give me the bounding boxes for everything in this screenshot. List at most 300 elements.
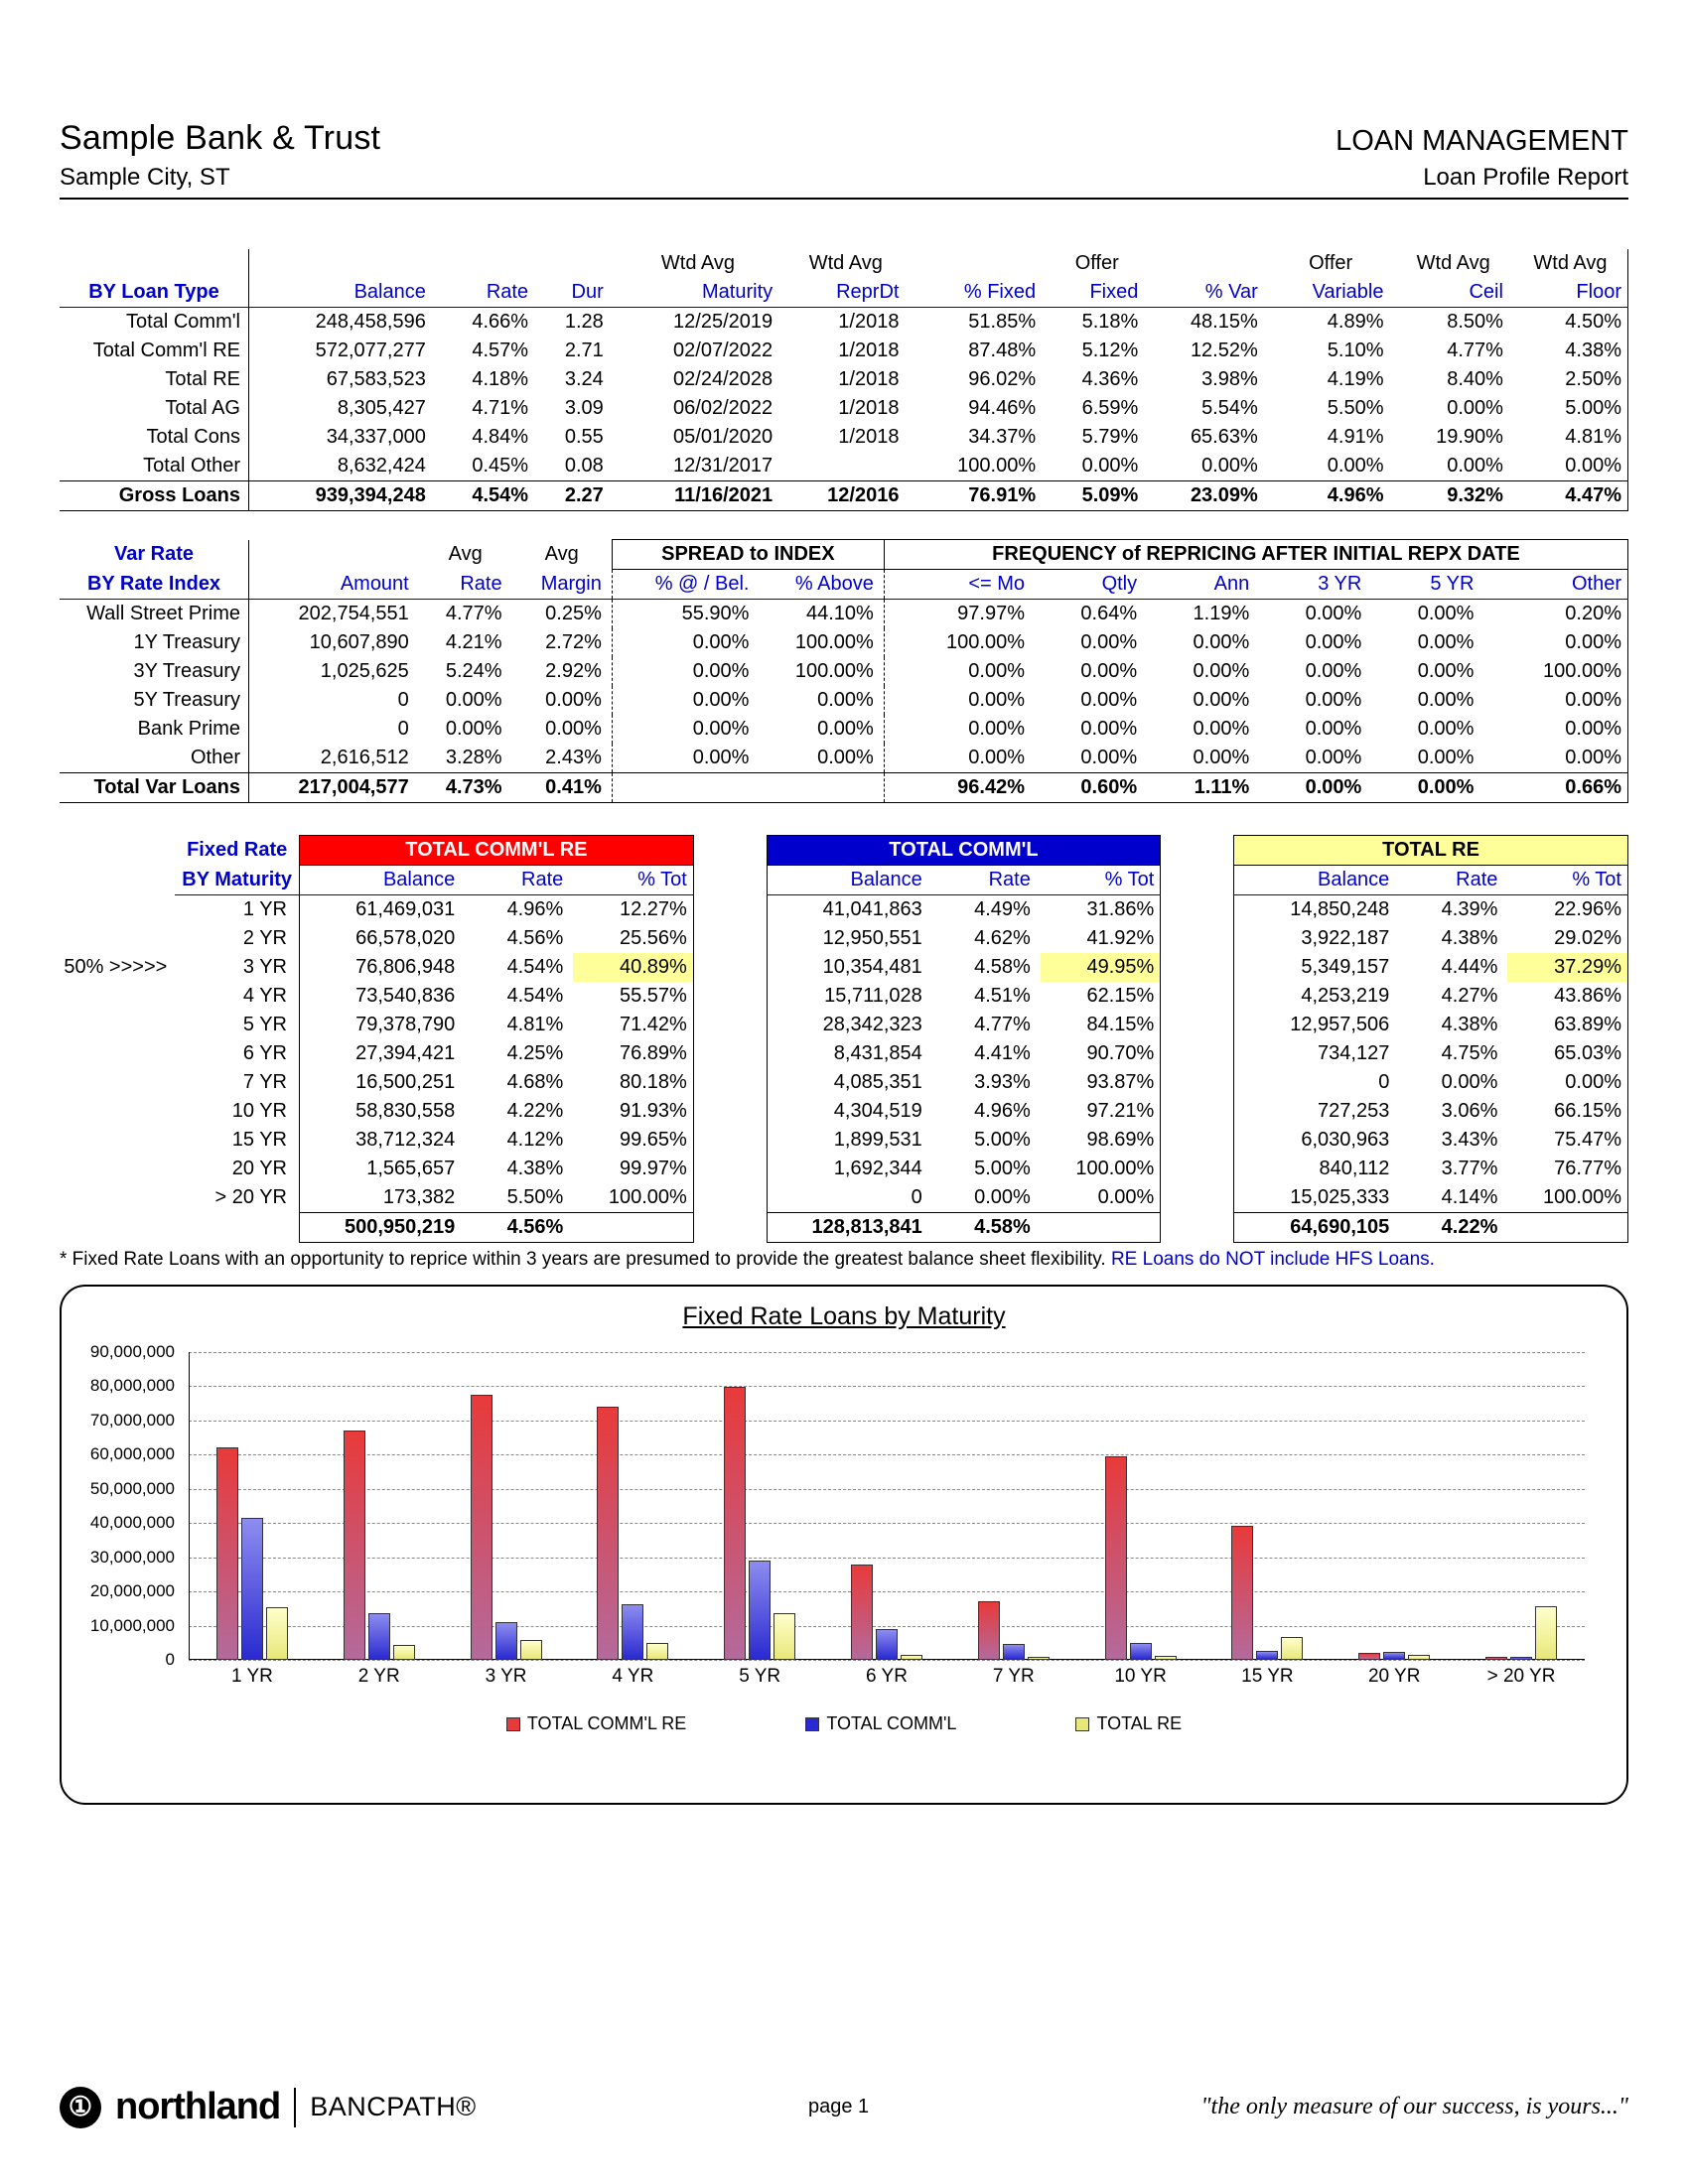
chart-bar — [1003, 1644, 1025, 1660]
maturity-cell: 4.75% — [1441, 1042, 1498, 1064]
maturity-cell: 40.89% — [573, 953, 693, 982]
bancpath-wordmark: BANCPATH® — [310, 2092, 477, 2121]
chart-bar-group — [696, 1352, 823, 1660]
chart-bar — [851, 1565, 873, 1660]
fixed-rate-title: Fixed Rate — [187, 839, 288, 861]
maturity-cell: 4.27% — [1441, 985, 1498, 1007]
maturity-cell: 4,085,351 — [767, 1068, 932, 1097]
spacer — [1161, 1068, 1234, 1097]
maturity-label: 4 YR — [242, 985, 287, 1007]
chart-bar-group — [443, 1352, 570, 1660]
maturity-marker — [60, 1097, 175, 1126]
chart-bar — [344, 1431, 365, 1660]
maturity-cell: 58,830,558 — [300, 1097, 466, 1126]
maturity-cell: 100.00% — [1041, 1155, 1161, 1183]
chart-bar — [1535, 1606, 1557, 1660]
maturity-cell: 90.70% — [1041, 1039, 1161, 1068]
col-reprdt: ReprDt — [782, 278, 909, 308]
maturity-cell: 66,578,020 — [300, 924, 466, 953]
table-row: Total Cons 34,337,000 4.84% 0.55 05/01/2020 1/2018 34.37% 5.79% 65.63% 4.91% 19.90% 4.81% — [60, 423, 1628, 452]
col-pct-fixed: % Fixed — [909, 278, 1046, 308]
chart-container — [60, 1285, 1628, 1805]
chart-y-tick: 80,000,000 — [89, 1376, 175, 1396]
maturity-cell: 80.18% — [573, 1068, 693, 1097]
chart-bar — [1256, 1651, 1278, 1660]
col-5yr: 5 YR — [1371, 570, 1483, 600]
chart-bar — [1028, 1657, 1050, 1660]
chart-bar-group — [1077, 1352, 1204, 1660]
col-rate: Rate — [436, 278, 538, 308]
chart-bar — [393, 1645, 415, 1661]
maturity-total-cell — [573, 1213, 693, 1243]
chart-x-tick: 10 YR — [1114, 1666, 1167, 1687]
col-ri-margin: Margin — [512, 570, 613, 600]
spacer — [1161, 1097, 1234, 1126]
spacer — [1161, 953, 1234, 982]
col-pct-var: % Var — [1148, 278, 1267, 308]
frequency-group: FREQUENCY of REPRICING AFTER INITIAL REPX DATE — [884, 540, 1627, 570]
col-pct-above: % Above — [759, 570, 884, 600]
spacer — [1161, 1011, 1234, 1039]
col-ann: Ann — [1147, 570, 1259, 600]
spacer — [693, 1039, 767, 1068]
chart-legend-item — [805, 1713, 956, 1734]
chart-bar — [774, 1613, 795, 1660]
chart-y-tick: 90,000,000 — [89, 1342, 175, 1361]
maturity-cell: 27,394,421 — [300, 1039, 466, 1068]
maturity-cell: 55.57% — [573, 982, 693, 1011]
chart-bar — [368, 1613, 390, 1660]
maturity-cell: 4,253,219 — [1234, 982, 1400, 1011]
spacer — [1161, 1183, 1234, 1213]
var-rate-title: Var Rate — [113, 543, 195, 565]
col-ceil: Ceil — [1394, 278, 1513, 308]
chart-bar-group — [1204, 1352, 1332, 1660]
chart-bar — [1231, 1526, 1253, 1660]
maturity-cell: 4.96% — [506, 898, 564, 920]
chart-bar — [622, 1604, 643, 1660]
maturity-cell: 3.77% — [1441, 1158, 1498, 1179]
table-total-row: Total Var Loans 217,004,577 4.73% 0.41% 96.42% 0.60% 1.11% 0.00% 0.00% 0.66% — [60, 773, 1628, 803]
maturity-cell: 91.93% — [573, 1097, 693, 1126]
col-dur: Dur — [538, 278, 614, 308]
maturity-cell: 173,382 — [300, 1183, 466, 1213]
chart-bar — [1281, 1637, 1303, 1660]
chart-bar — [266, 1607, 288, 1660]
maturity-cell: 73,540,836 — [300, 982, 466, 1011]
spread-to-index-group: SPREAD to INDEX — [612, 540, 884, 570]
col-offer-fixed-top: Offer — [1074, 252, 1119, 274]
maturity-cell: 65.03% — [1507, 1039, 1627, 1068]
chart-x-axis-labels — [189, 1666, 1585, 1688]
table-row — [60, 1039, 1628, 1068]
maturity-cell: 6,030,963 — [1234, 1126, 1400, 1155]
maturity-cell: 49.95% — [1041, 953, 1161, 982]
table-header-row-top — [60, 249, 1628, 278]
col-other: Other — [1483, 570, 1627, 600]
table-row: Total Comm'l 248,458,596 4.66% 1.28 12/25/2019 1/2018 51.85% 5.18% 48.15% 4.89% 8.50% 4.50% — [60, 308, 1628, 338]
chart-y-axis-labels — [62, 1342, 181, 1669]
maturity-cell: 38,712,324 — [300, 1126, 466, 1155]
col-cl-balance: Balance — [767, 866, 932, 895]
table-row — [60, 982, 1628, 1011]
chart-legend — [62, 1713, 1626, 1734]
chart-bar — [876, 1629, 898, 1660]
maturity-cell: 0 — [1234, 1068, 1400, 1097]
spacer — [1161, 1213, 1234, 1243]
table-row: Other 2,616,512 3.28% 2.43% 0.00% 0.00% 0.00% 0.00% 0.00% 0.00% 0.00% 0.00% — [60, 744, 1628, 773]
maturity-cell: 100.00% — [1507, 1183, 1627, 1213]
chart-x-tick: 2 YR — [357, 1666, 400, 1687]
loan-type-table — [60, 249, 1628, 511]
spacer — [693, 1155, 767, 1183]
maturity-total-cell: 128,813,841 — [767, 1213, 932, 1243]
chart-y-tick: 40,000,000 — [89, 1513, 175, 1533]
maturity-cell: 4.12% — [506, 1129, 564, 1151]
maturity-cell: 0.00% — [1041, 1183, 1161, 1213]
table-row: Wall Street Prime 202,754,551 4.77% 0.25% 55.90% 44.10% 97.97% 0.64% 1.19% 0.00% 0.00% 0.20% — [60, 600, 1628, 629]
maturity-total-cell: 4.58% — [932, 1213, 1041, 1243]
header-divider — [60, 198, 1628, 200]
maturity-cell: 4.38% — [1441, 1014, 1498, 1035]
table-row: Total Comm'l RE 572,077,277 4.57% 2.71 02/07/2022 1/2018 87.48% 5.12% 12.52% 5.10% 4.77% 4.38% — [60, 337, 1628, 365]
maturity-cell: 4.38% — [1441, 927, 1498, 949]
maturity-footnote — [60, 1249, 1628, 1271]
chart-x-tick: 20 YR — [1367, 1666, 1421, 1687]
table-row — [60, 1155, 1628, 1183]
maturity-marker — [60, 1068, 175, 1097]
chart-bar — [1358, 1653, 1380, 1660]
table-row: Total Other 8,632,424 0.45% 0.08 12/31/2017 100.00% 0.00% 0.00% 0.00% 0.00% 0.00% — [60, 452, 1628, 481]
chart-bar-group — [569, 1352, 696, 1660]
spacer — [693, 924, 767, 953]
maturity-cell: 3,922,187 — [1234, 924, 1400, 953]
chart-legend-item — [1075, 1713, 1182, 1734]
logo-divider — [294, 2088, 296, 2127]
table-row: Bank Prime 0 0.00% 0.00% 0.00% 0.00% 0.00% 0.00% 0.00% 0.00% 0.00% 0.00% — [60, 715, 1628, 744]
maturity-marker — [60, 1126, 175, 1155]
chart-bar — [597, 1407, 619, 1660]
spacer — [1161, 1039, 1234, 1068]
rate-index-group-row — [60, 540, 1628, 570]
col-offer-variable-top: Offer — [1309, 252, 1353, 274]
maturity-cell: 4.39% — [1441, 898, 1498, 920]
chart-x-tick: 5 YR — [739, 1666, 781, 1687]
col-3yr: 3 YR — [1259, 570, 1371, 600]
maturity-total-cell: 4.22% — [1399, 1213, 1507, 1243]
maturity-label: 3 YR — [242, 956, 287, 978]
maturity-cell: 1,899,531 — [767, 1126, 932, 1155]
maturity-cell: 31.86% — [1041, 895, 1161, 925]
col-fixed: Fixed — [1046, 278, 1148, 308]
chart-legend-swatch — [805, 1717, 819, 1731]
bank-name: Sample Bank & Trust — [60, 119, 381, 157]
col-tre-rate: Rate — [1399, 866, 1507, 895]
chart-legend-label: TOTAL RE — [1096, 1713, 1183, 1733]
table-row — [60, 1097, 1628, 1126]
maturity-cell: 4.68% — [506, 1071, 564, 1093]
maturity-marker — [60, 924, 175, 953]
maturity-cell: 76.77% — [1507, 1155, 1627, 1183]
maturity-cell: 15,711,028 — [767, 982, 932, 1011]
chart-title: Fixed Rate Loans by Maturity — [682, 1302, 1006, 1330]
chart-bar — [495, 1622, 517, 1660]
maturity-caption-row — [60, 836, 1628, 866]
col-amount: Amount — [249, 570, 419, 600]
table-row — [60, 1126, 1628, 1155]
maturity-cell: 5.50% — [506, 1186, 564, 1208]
maturity-marker — [60, 1039, 175, 1068]
maturity-cell: 76.89% — [573, 1039, 693, 1068]
chart-y-tick: 10,000,000 — [89, 1615, 175, 1635]
maturity-cell: 0.00% — [1441, 1071, 1498, 1093]
maturity-cell: 61,469,031 — [300, 895, 466, 925]
chart-y-tick: 70,000,000 — [89, 1410, 175, 1430]
maturity-cell: 76,806,948 — [300, 953, 466, 982]
chart-bar — [978, 1601, 1000, 1660]
maturity-label: 10 YR — [231, 1100, 287, 1122]
chart-y-tick: 0 — [165, 1650, 175, 1669]
col-wtdavg-reprdt-top: Wtd Avg — [808, 252, 883, 274]
northland-mark-icon: ① — [60, 2087, 101, 2128]
maturity-cell: 0 — [767, 1183, 932, 1213]
maturity-label: 5 YR — [242, 1014, 287, 1035]
maturity-cell: 1,692,344 — [767, 1155, 932, 1183]
maturity-cell: 4.22% — [506, 1100, 564, 1122]
table-row — [60, 1183, 1628, 1213]
report-subtitle: Loan Profile Report — [1423, 164, 1628, 191]
chart-bar-groups — [189, 1352, 1585, 1660]
maturity-cell: 12.27% — [573, 895, 693, 925]
chart-bar — [1155, 1656, 1177, 1661]
maturity-marker — [60, 1155, 175, 1183]
maturity-cell: 727,253 — [1234, 1097, 1400, 1126]
col-balance: Balance — [249, 278, 436, 308]
table-row: Total AG 8,305,427 4.71% 3.09 06/02/2022 1/2018 94.46% 6.59% 5.54% 5.50% 0.00% 5.00% — [60, 394, 1628, 423]
col-by-rate-index: BY Rate Index — [60, 570, 249, 600]
chart-bar — [1383, 1652, 1405, 1660]
chart-y-tick: 60,000,000 — [89, 1444, 175, 1464]
by-maturity-title: BY Maturity — [175, 866, 299, 895]
spacer — [693, 1011, 767, 1039]
chart-legend-item — [506, 1713, 686, 1734]
spacer — [693, 1213, 767, 1243]
chart-bar — [1408, 1655, 1430, 1660]
maturity-marker — [60, 1011, 175, 1039]
page-footer — [60, 2086, 1628, 2128]
rate-index-table — [60, 539, 1628, 803]
maturity-cell: 22.96% — [1507, 895, 1627, 925]
chart-bar-group — [1458, 1352, 1585, 1660]
col-avg-rate-top: Avg — [448, 543, 483, 565]
maturity-cell: 5.00% — [974, 1158, 1031, 1179]
maturity-cell: 5.00% — [974, 1129, 1031, 1151]
maturity-cell: 29.02% — [1507, 924, 1627, 953]
maturity-cell: 4.81% — [506, 1014, 564, 1035]
spacer — [693, 953, 767, 982]
chart-x-tick: > 20 YR — [1486, 1666, 1556, 1687]
chart-bar-group — [189, 1352, 316, 1660]
maturity-cell: 100.00% — [573, 1183, 693, 1213]
chart-legend-swatch — [1075, 1717, 1089, 1731]
spacer — [1161, 895, 1234, 925]
col-maturity: Maturity — [614, 278, 782, 308]
chart-bar — [646, 1643, 668, 1660]
chart-x-tick: 15 YR — [1241, 1666, 1294, 1687]
maturity-cell: 0.00% — [1507, 1068, 1627, 1097]
caption-total-re: TOTAL RE — [1234, 836, 1628, 866]
chart-gridline — [189, 1660, 1585, 1661]
maturity-cell: 98.69% — [1041, 1126, 1161, 1155]
chart-x-tick: 3 YR — [485, 1666, 527, 1687]
chart-bar — [241, 1518, 263, 1660]
chart-plot-area — [189, 1352, 1585, 1660]
table-row: Total RE 67,583,523 4.18% 3.24 02/24/2028 1/2018 96.02% 4.36% 3.98% 4.19% 8.40% 2.50% — [60, 365, 1628, 394]
spacer — [1161, 1155, 1234, 1183]
maturity-cell: 75.47% — [1507, 1126, 1627, 1155]
chart-bar — [471, 1395, 492, 1660]
spacer — [693, 895, 767, 925]
table-row — [60, 953, 1628, 982]
maturity-cell: 840,112 — [1234, 1155, 1400, 1183]
maturity-cell: 4.58% — [974, 956, 1031, 978]
maturity-cell: 4.77% — [974, 1014, 1031, 1035]
chart-legend-label: TOTAL COMM'L — [826, 1713, 957, 1733]
spacer — [1161, 982, 1234, 1011]
col-re-pct-tot: % Tot — [573, 866, 693, 895]
col-cl-pct-tot: % Tot — [1041, 866, 1161, 895]
maturity-cell: 97.21% — [1041, 1097, 1161, 1126]
maturity-cell: 43.86% — [1507, 982, 1627, 1011]
chart-bar — [1130, 1643, 1152, 1660]
maturity-total-cell: 64,690,105 — [1234, 1213, 1400, 1243]
maturity-cell: 41,041,863 — [767, 895, 932, 925]
maturity-cell: 16,500,251 — [300, 1068, 466, 1097]
maturity-cell: 1,565,657 — [300, 1155, 466, 1183]
maturity-cell: 0.00% — [974, 1186, 1031, 1208]
maturity-cell: 4.25% — [506, 1042, 564, 1064]
chart-y-tick: 50,000,000 — [89, 1478, 175, 1498]
col-floor: Floor — [1513, 278, 1628, 308]
spacer — [693, 1126, 767, 1155]
chart-bar — [1485, 1657, 1507, 1660]
col-variable: Variable — [1268, 278, 1394, 308]
maturity-cell: 4.56% — [506, 927, 564, 949]
col-lte-mo: <= Mo — [884, 570, 1035, 600]
table-total-row: Gross Loans 939,394,248 4.54% 2.27 11/16/2021 12/2016 76.91% 5.09% 23.09% 4.96% 9.32% 4.47% — [60, 481, 1628, 511]
maturity-cell: 99.65% — [573, 1126, 693, 1155]
maturity-cell: 99.97% — [573, 1155, 693, 1183]
chart-bar — [749, 1561, 771, 1660]
table-row — [60, 895, 1628, 925]
chart-legend-swatch — [506, 1717, 520, 1731]
maturity-cell: 66.15% — [1507, 1097, 1627, 1126]
maturity-cell: 8,431,854 — [767, 1039, 932, 1068]
chart-x-tick: 7 YR — [992, 1666, 1035, 1687]
maturity-label: 2 YR — [242, 927, 287, 949]
table-row — [60, 924, 1628, 953]
chart-legend-label: TOTAL COMM'L RE — [526, 1713, 687, 1733]
col-pct-at-below: % @ / Bel. — [612, 570, 759, 600]
spacer — [693, 1097, 767, 1126]
spacer — [693, 1068, 767, 1097]
maturity-total-cell: 500,950,219 — [300, 1213, 466, 1243]
maturity-cell: 25.56% — [573, 924, 693, 953]
maturity-cell: 10,354,481 — [767, 953, 932, 982]
maturity-label: 7 YR — [242, 1071, 287, 1093]
table-row: 3Y Treasury 1,025,625 5.24% 2.92% 0.00% 100.00% 0.00% 0.00% 0.00% 0.00% 0.00% 100.00% — [60, 657, 1628, 686]
col-tre-balance: Balance — [1234, 866, 1400, 895]
maturity-cell: 4,304,519 — [767, 1097, 932, 1126]
maturity-label: 1 YR — [242, 898, 287, 920]
table-total-row — [60, 1213, 1628, 1243]
maturity-label: 15 YR — [231, 1129, 287, 1151]
maturity-cell: 28,342,323 — [767, 1011, 932, 1039]
col-cl-rate: Rate — [932, 866, 1041, 895]
caption-total-comml-re: TOTAL COMM'L RE — [300, 836, 694, 866]
maturity-cell: 4.54% — [506, 956, 564, 978]
chart-x-tick: 6 YR — [866, 1666, 908, 1687]
table-header-row — [60, 278, 1628, 308]
maturity-cell: 4.38% — [506, 1158, 564, 1179]
chart-bar — [1105, 1456, 1127, 1660]
maturity-cell: 15,025,333 — [1234, 1183, 1400, 1213]
maturity-marker — [60, 982, 175, 1011]
table-row: 1Y Treasury 10,607,890 4.21% 2.72% 0.00% 100.00% 100.00% 0.00% 0.00% 0.00% 0.00% 0.00% — [60, 628, 1628, 657]
maturity-cell: 12,950,551 — [767, 924, 932, 953]
maturity-cell: 4.62% — [974, 927, 1031, 949]
maturity-cell: 4.51% — [974, 985, 1031, 1007]
chart-bar-group — [823, 1352, 950, 1660]
table-row: 5Y Treasury 0 0.00% 0.00% 0.00% 0.00% 0.00% 0.00% 0.00% 0.00% 0.00% 0.00% — [60, 686, 1628, 715]
chart-y-tick: 20,000,000 — [89, 1581, 175, 1601]
maturity-cell: 12,957,506 — [1234, 1011, 1400, 1039]
maturity-cell: 4.41% — [974, 1042, 1031, 1064]
col-re-balance: Balance — [300, 866, 466, 895]
maturity-cell: 734,127 — [1234, 1039, 1400, 1068]
col-tre-pct-tot: % Tot — [1507, 866, 1627, 895]
maturity-label: 6 YR — [242, 1042, 287, 1064]
maturity-cell: 71.42% — [573, 1011, 693, 1039]
spacer — [693, 982, 767, 1011]
table-row — [60, 1011, 1628, 1039]
footnote-text: * Fixed Rate Loans with an opportunity to reprice within 3 years are presumed to provide the greatest balance sheet flexibility. — [60, 1249, 1111, 1270]
report-title: LOAN MANAGEMENT — [1336, 125, 1628, 157]
maturity-total-cell — [1507, 1213, 1627, 1243]
maturity-total-cell: 4.56% — [465, 1213, 573, 1243]
maturity-marker: 50% >>>>> — [64, 956, 168, 978]
maturity-cell: 14,850,248 — [1234, 895, 1400, 925]
maturity-cell: 93.87% — [1041, 1068, 1161, 1097]
col-by-loan-type: BY Loan Type — [60, 278, 249, 308]
maturity-cell: 4.54% — [506, 985, 564, 1007]
col-ri-rate: Rate — [419, 570, 512, 600]
chart-bar-group — [1331, 1352, 1458, 1660]
table-row — [60, 1068, 1628, 1097]
chart-bar-group — [316, 1352, 443, 1660]
maturity-cell: 63.89% — [1507, 1011, 1627, 1039]
maturity-marker — [60, 895, 175, 925]
report-header — [60, 0, 1628, 200]
maturity-cell: 4.96% — [974, 1100, 1031, 1122]
col-wtdavg-floor-top: Wtd Avg — [1513, 249, 1628, 278]
maturity-cell: 3.43% — [1441, 1129, 1498, 1151]
chart-bar-group — [950, 1352, 1077, 1660]
northland-logo — [60, 2086, 477, 2128]
maturity-header-row — [60, 866, 1628, 895]
maturity-total-cell — [1041, 1213, 1161, 1243]
maturity-cell: 79,378,790 — [300, 1011, 466, 1039]
